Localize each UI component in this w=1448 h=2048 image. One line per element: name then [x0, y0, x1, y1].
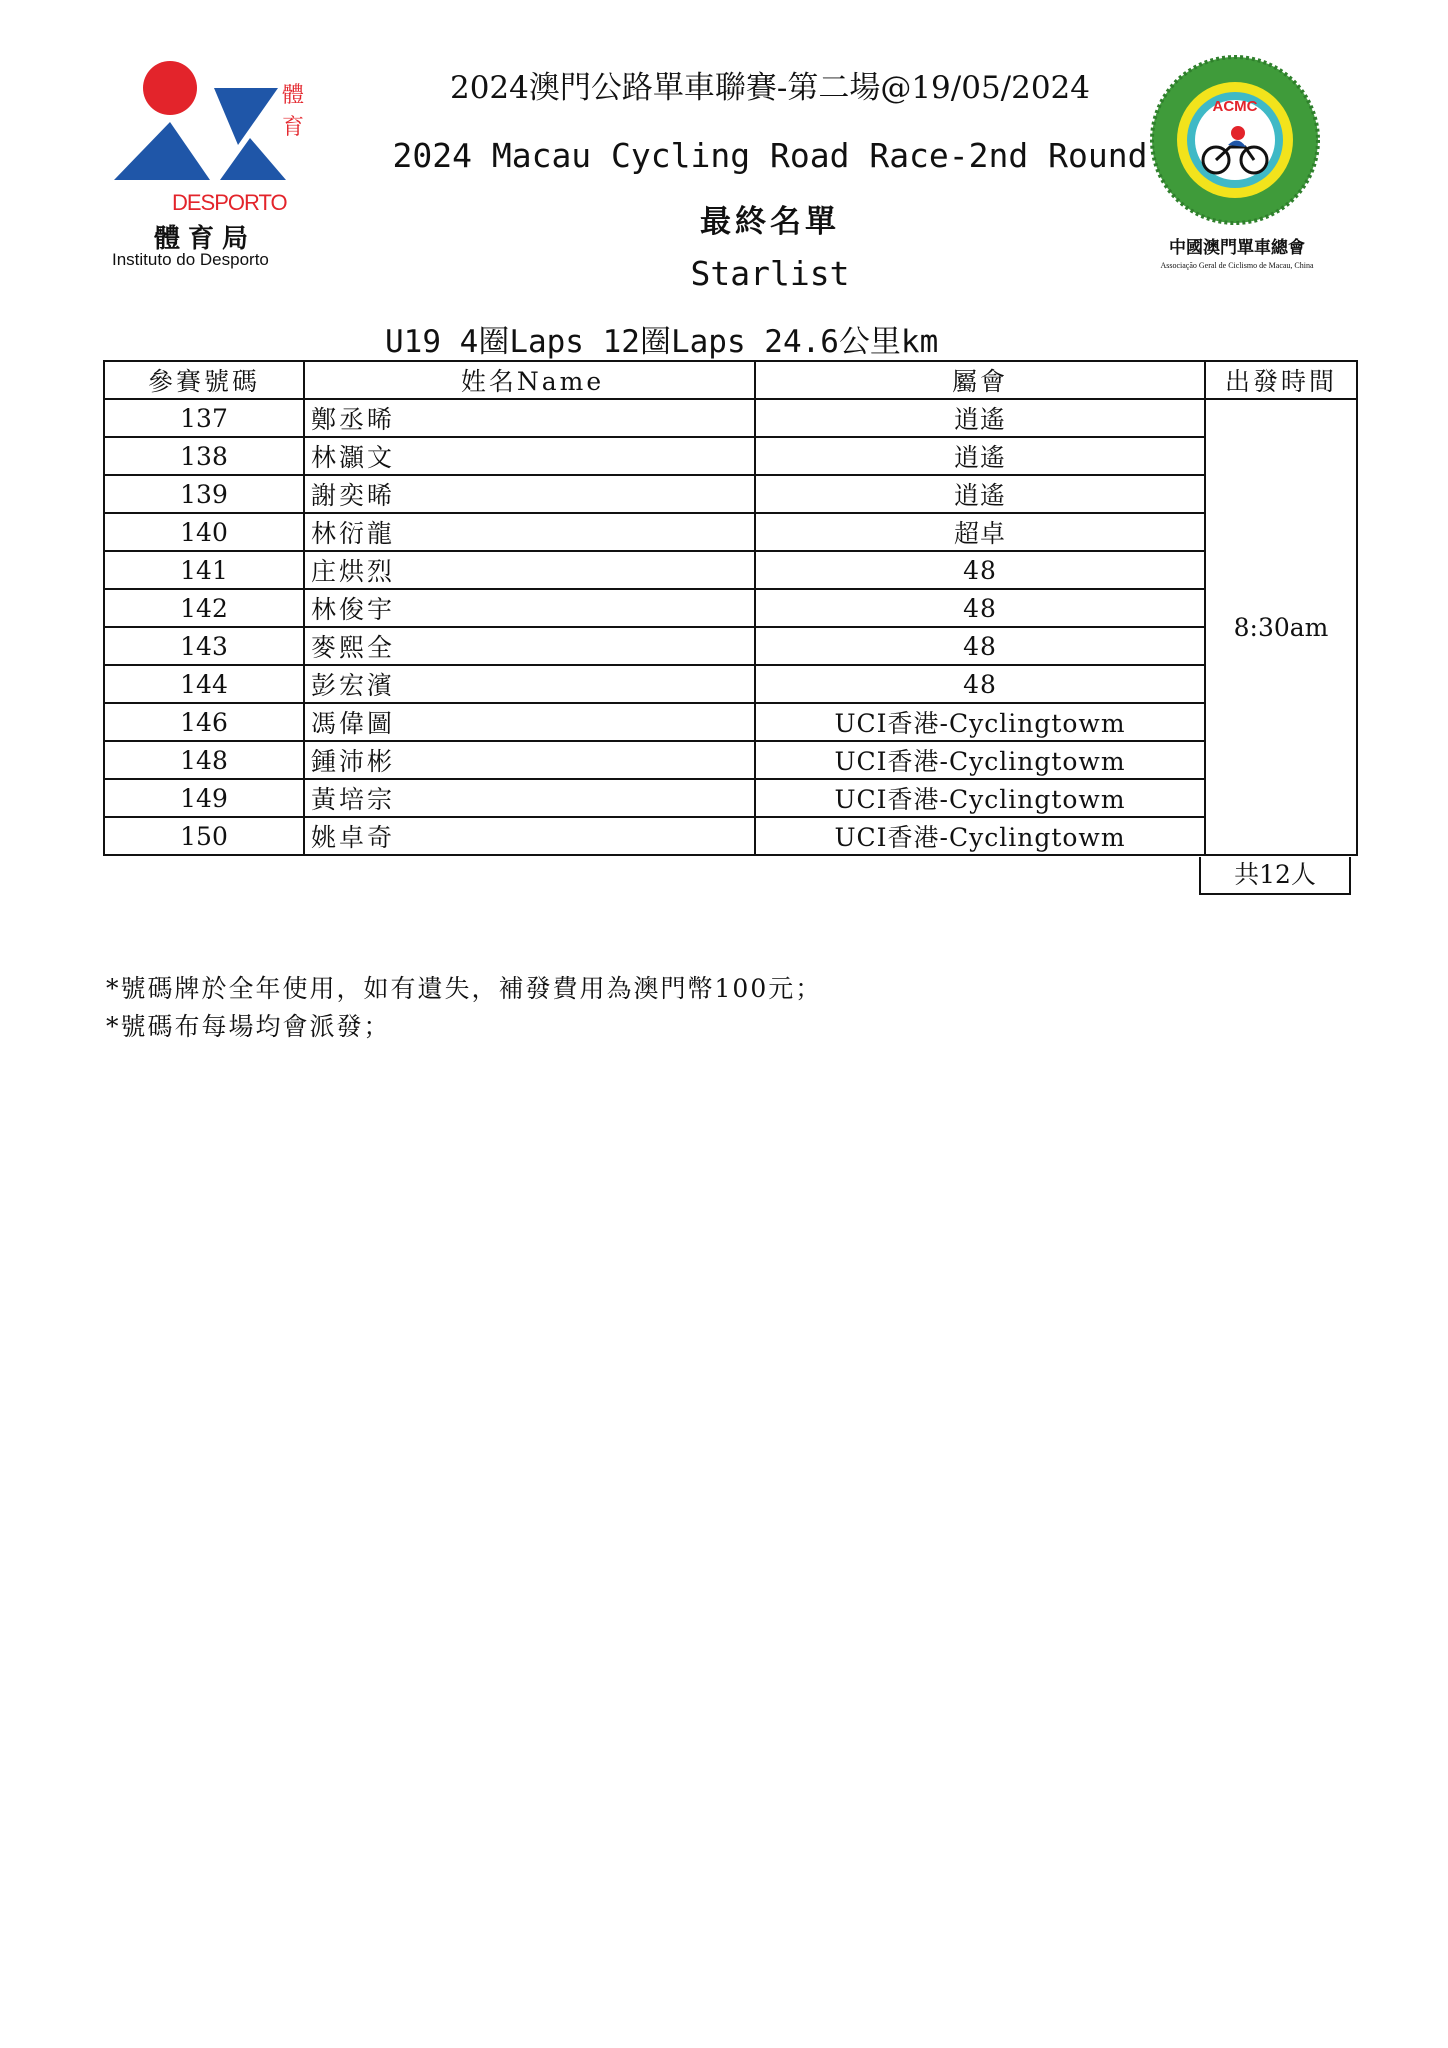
- rider-number: 139: [104, 475, 304, 513]
- rider-club: 48: [755, 589, 1205, 627]
- rider-name: 馮偉圖: [304, 703, 755, 741]
- category-subtitle: U19 4圈Laps 12圈Laps 24.6公里km: [385, 324, 939, 360]
- rider-number: 148: [104, 741, 304, 779]
- table-row: [104, 703, 1357, 741]
- desporto-portuguese-name: Instituto do Desporto: [112, 250, 269, 269]
- rider-club: 48: [755, 551, 1205, 589]
- table-row: [104, 513, 1357, 551]
- table-row: [104, 741, 1357, 779]
- logo-vertical-char: 育: [282, 115, 305, 140]
- table-row: [104, 399, 1357, 437]
- acmc-chinese-name: 中國澳門單車總會: [1169, 238, 1305, 258]
- rider-number: 138: [104, 437, 304, 475]
- header-number: 參賽號碼: [104, 361, 304, 399]
- rider-club: 逍遙: [755, 399, 1205, 437]
- table-row: [104, 817, 1357, 855]
- rider-number: 144: [104, 665, 304, 703]
- table-row: [104, 437, 1357, 475]
- table-row: [104, 589, 1357, 627]
- rider-number: 146: [104, 703, 304, 741]
- rider-name: 鄭丞晞: [304, 399, 755, 437]
- rider-name: 麥熙全: [304, 627, 755, 665]
- total-count: 共12人: [1199, 857, 1351, 895]
- acmc-portuguese-name: Associação Geral de Ciclismo de Macau, China: [1160, 261, 1314, 270]
- rider-name: 姚卓奇: [304, 817, 755, 855]
- rider-club: 逍遙: [755, 475, 1205, 513]
- rider-name: 林衍龍: [304, 513, 755, 551]
- starlist-table: [103, 360, 1358, 856]
- rider-name: 林俊宇: [304, 589, 755, 627]
- rider-number: 142: [104, 589, 304, 627]
- header-name: 姓名Name: [304, 361, 755, 399]
- note-line: *號碼布每場均會派發；: [106, 1012, 391, 1041]
- logo-vertical-char: 體: [282, 83, 305, 108]
- title-english: 2024 Macau Cycling Road Race-2nd Round: [392, 136, 1148, 175]
- note-line: *號碼牌於全年使用，如有遺失，補發費用為澳門幣100元；: [106, 974, 823, 1003]
- rider-club: UCI香港-Cyclingtowm: [755, 703, 1205, 741]
- rider-name: 彭宏濱: [304, 665, 755, 703]
- rider-club: UCI香港-Cyclingtowm: [755, 741, 1205, 779]
- rider-number: 149: [104, 779, 304, 817]
- table-row: [104, 627, 1357, 665]
- acmc-badge-text: ACMC: [1212, 98, 1258, 115]
- title-chinese: 2024澳門公路單車聯賽-第二場@19/05/2024: [449, 70, 1091, 106]
- desporto-logo: [110, 50, 310, 280]
- table-row: [104, 665, 1357, 703]
- start-time: 8:30am: [1205, 399, 1357, 855]
- rider-number: 150: [104, 817, 304, 855]
- header-club: 屬會: [755, 361, 1205, 399]
- table-header-row: [104, 361, 1357, 399]
- rider-name: 黃培宗: [304, 779, 755, 817]
- starlist-heading: Starlist: [690, 254, 850, 293]
- rider-club: UCI香港-Cyclingtowm: [755, 817, 1205, 855]
- rider-club: 48: [755, 665, 1205, 703]
- table-row: [104, 475, 1357, 513]
- header-start-time: 出發時間: [1205, 361, 1357, 399]
- desporto-wordmark: DESPORTO: [172, 190, 287, 215]
- rider-club: 超卓: [755, 513, 1205, 551]
- rider-number: 141: [104, 551, 304, 589]
- rider-number: 137: [104, 399, 304, 437]
- rider-number: 143: [104, 627, 304, 665]
- rider-club: 逍遙: [755, 437, 1205, 475]
- rider-number: 140: [104, 513, 304, 551]
- rider-name: 林灝文: [304, 437, 755, 475]
- table-row: [104, 551, 1357, 589]
- rider-name: 庄烘烈: [304, 551, 755, 589]
- rider-club: UCI香港-Cyclingtowm: [755, 779, 1205, 817]
- rider-name: 鍾沛彬: [304, 741, 755, 779]
- rider-name: 謝奕晞: [304, 475, 755, 513]
- desporto-emblem-icon: [110, 50, 310, 200]
- rider-club: 48: [755, 627, 1205, 665]
- table-row: [104, 779, 1357, 817]
- desporto-chinese-name: 體育局: [154, 224, 257, 254]
- final-list-chinese: 最終名單: [700, 204, 840, 240]
- notes: [106, 970, 822, 1046]
